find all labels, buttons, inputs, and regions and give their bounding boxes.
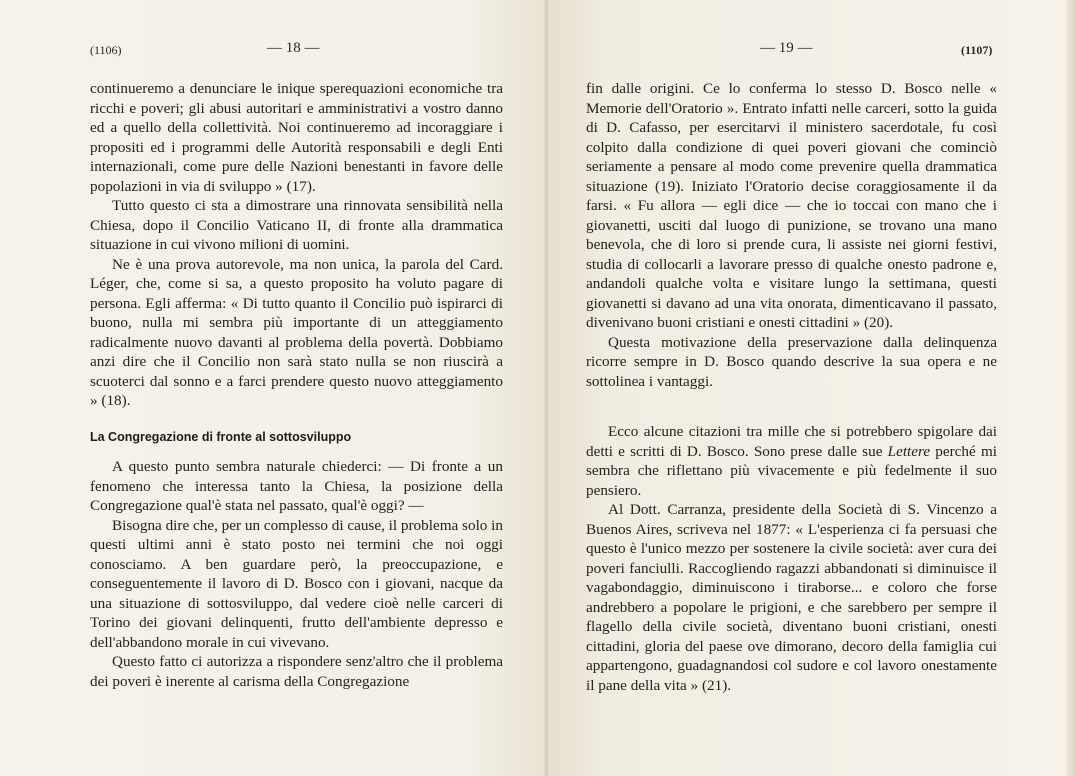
page-number: — 18 —: [267, 40, 320, 56]
body-text-top: [90, 79, 503, 411]
page-reference: (1107): [961, 43, 993, 57]
paragraph-text: perché mi sembra che riflettano più vivacemente e più fedelmente il suo pensiero.: [586, 442, 997, 499]
page-reference: (1106): [90, 43, 122, 57]
paragraph: Bisogna dire che, per un complesso di cause, il problema solo in questi ultimi anni è stato posto nei termini che noi oggi conosciamo. A ben guardare però, la preoccupazione, e conseguentemente il lavoro di D. Bosco con i giovani, nacque da una situazione di sottosviluppo, dal vedere cioè nelle carceri di Torino dei giovani delinquenti, frutto dell'ambiente depresso e dell'abbandono morale in cui vivevano.: [90, 516, 503, 651]
body-text-top: [586, 79, 997, 695]
paragraph: [586, 422, 997, 500]
paragraph: Questa motivazione della preservazione dalla delinquenza ricorre sempre in D. Bosco quando descrive la sua opera e ne sottolinea i vantaggi.: [586, 333, 997, 390]
section-heading: La Congregazione di fronte al sottosviluppo: [90, 430, 352, 444]
paragraph: Al Dott. Carranza, presidente della Società di S. Vincenzo a Buenos Aires, scriveva nel 1877: « L'esperienza ci fa persuasi che questo è l'unico mezzo per sostenere la civile società: aver cura dei poveri fanciulli. Raccogliendo ragazzi abbandonati si diminuisce il vagabondaggio, diminuiscono i tiraborse... e coloro che forse andrebbero a popolare le prigioni, e che sarebbero per sempre il flagello della civile società, diventano buoni cristiani, onesti cittadini, gloria del paese ove dimorano, decoro della famiglia cui appartengono, guadagnandosi col sudore e col lavoro onestamente il pane della vita » (21).: [586, 501, 997, 694]
paragraph: Questo fatto ci autorizza a rispondere senz'altro che il problema dei poveri è inerente al carisma della Congregazione: [90, 653, 503, 690]
italic-title: Lettere: [887, 442, 931, 460]
paragraph: fin dalle origini. Ce lo conferma lo stesso D. Bosco nelle « Memorie dell'Oratorio ». Entrato infatti nelle carceri, sotto la guida di D. Cafasso, per esercitarvi il ministero sacerdotale, fu così colpito dalla condizione di quei poveri giovani che cominciò seriamente a pensare al modo come prevenire quella drammatica situazione (19). Iniziato l'Oratorio decise coraggiosamente il da farsi. « Fu allora — egli dice — che io toccai con mano che i giovanetti, usciti dal luogo di punizione, se trovano una mano benevola, che di loro si prende cura, li assiste nei giorni festivi, studia di collocarli a lavorare presso di qualche onesto padrone e, andandoli qualche volta e visitare lungo la settimana, questi giovanetti si davano ad una vita onorata, dimenticavano il passato, divenivano buoni cristiani e onesti cittadini » (20).: [586, 80, 997, 331]
page-edge: [1066, 0, 1076, 776]
body-text-bottom: [90, 457, 503, 691]
page-number: — 19 —: [760, 40, 813, 56]
paragraph: continueremo a denunciare le inique sperequazioni economiche tra ricchi e poveri; gli abusi autoritari e amministrativi a vostro danno ed a quello della collettività. Noi continueremo ad incoraggiare i propositi ed i programmi delle Autorità responsabili e degli Enti internazionali, come pure delle Nazioni benestanti in favore delle popolazioni in via di sviluppo » (17).: [90, 80, 503, 195]
paragraph-text: Ecco alcune citazioni tra mille che si potrebbero spigolare dai detti e scritti di D. Bosco. Sono prese dalle sue: [586, 423, 997, 460]
paragraph: A questo punto sembra naturale chiederci: — Di fronte a un fenomeno che interessa tanto la Chiesa, la posizione della Congregazione qual'è stata nel passato, qual'è oggi? —: [90, 458, 503, 514]
right-page: [548, 0, 1076, 776]
paragraph: Ne è una prova autorevole, ma non unica, la parola del Card. Léger, che, come si sa, a questo proposito ha voluto pagare di persona. Egli afferma: « Di tutto quanto il Concilio può ispirarci di buono, nulla mi sembra più importante di un atteggiamento radicalmente nuovo davanti al problema della povertà. Dobbiamo anzi dire che il Concilio non sarà stato nulla se non riuscirà a scuoterci dal sonno e a farci prendere questo nuovo atteggiamento » (18).: [90, 255, 503, 409]
paragraph: Tutto questo ci sta a dimostrare una rinnovata sensibilità nella Chiesa, dopo il Concilio Vaticano II, di fronte alla drammatica situazione in cui vivono milioni di uomini.: [90, 197, 503, 253]
